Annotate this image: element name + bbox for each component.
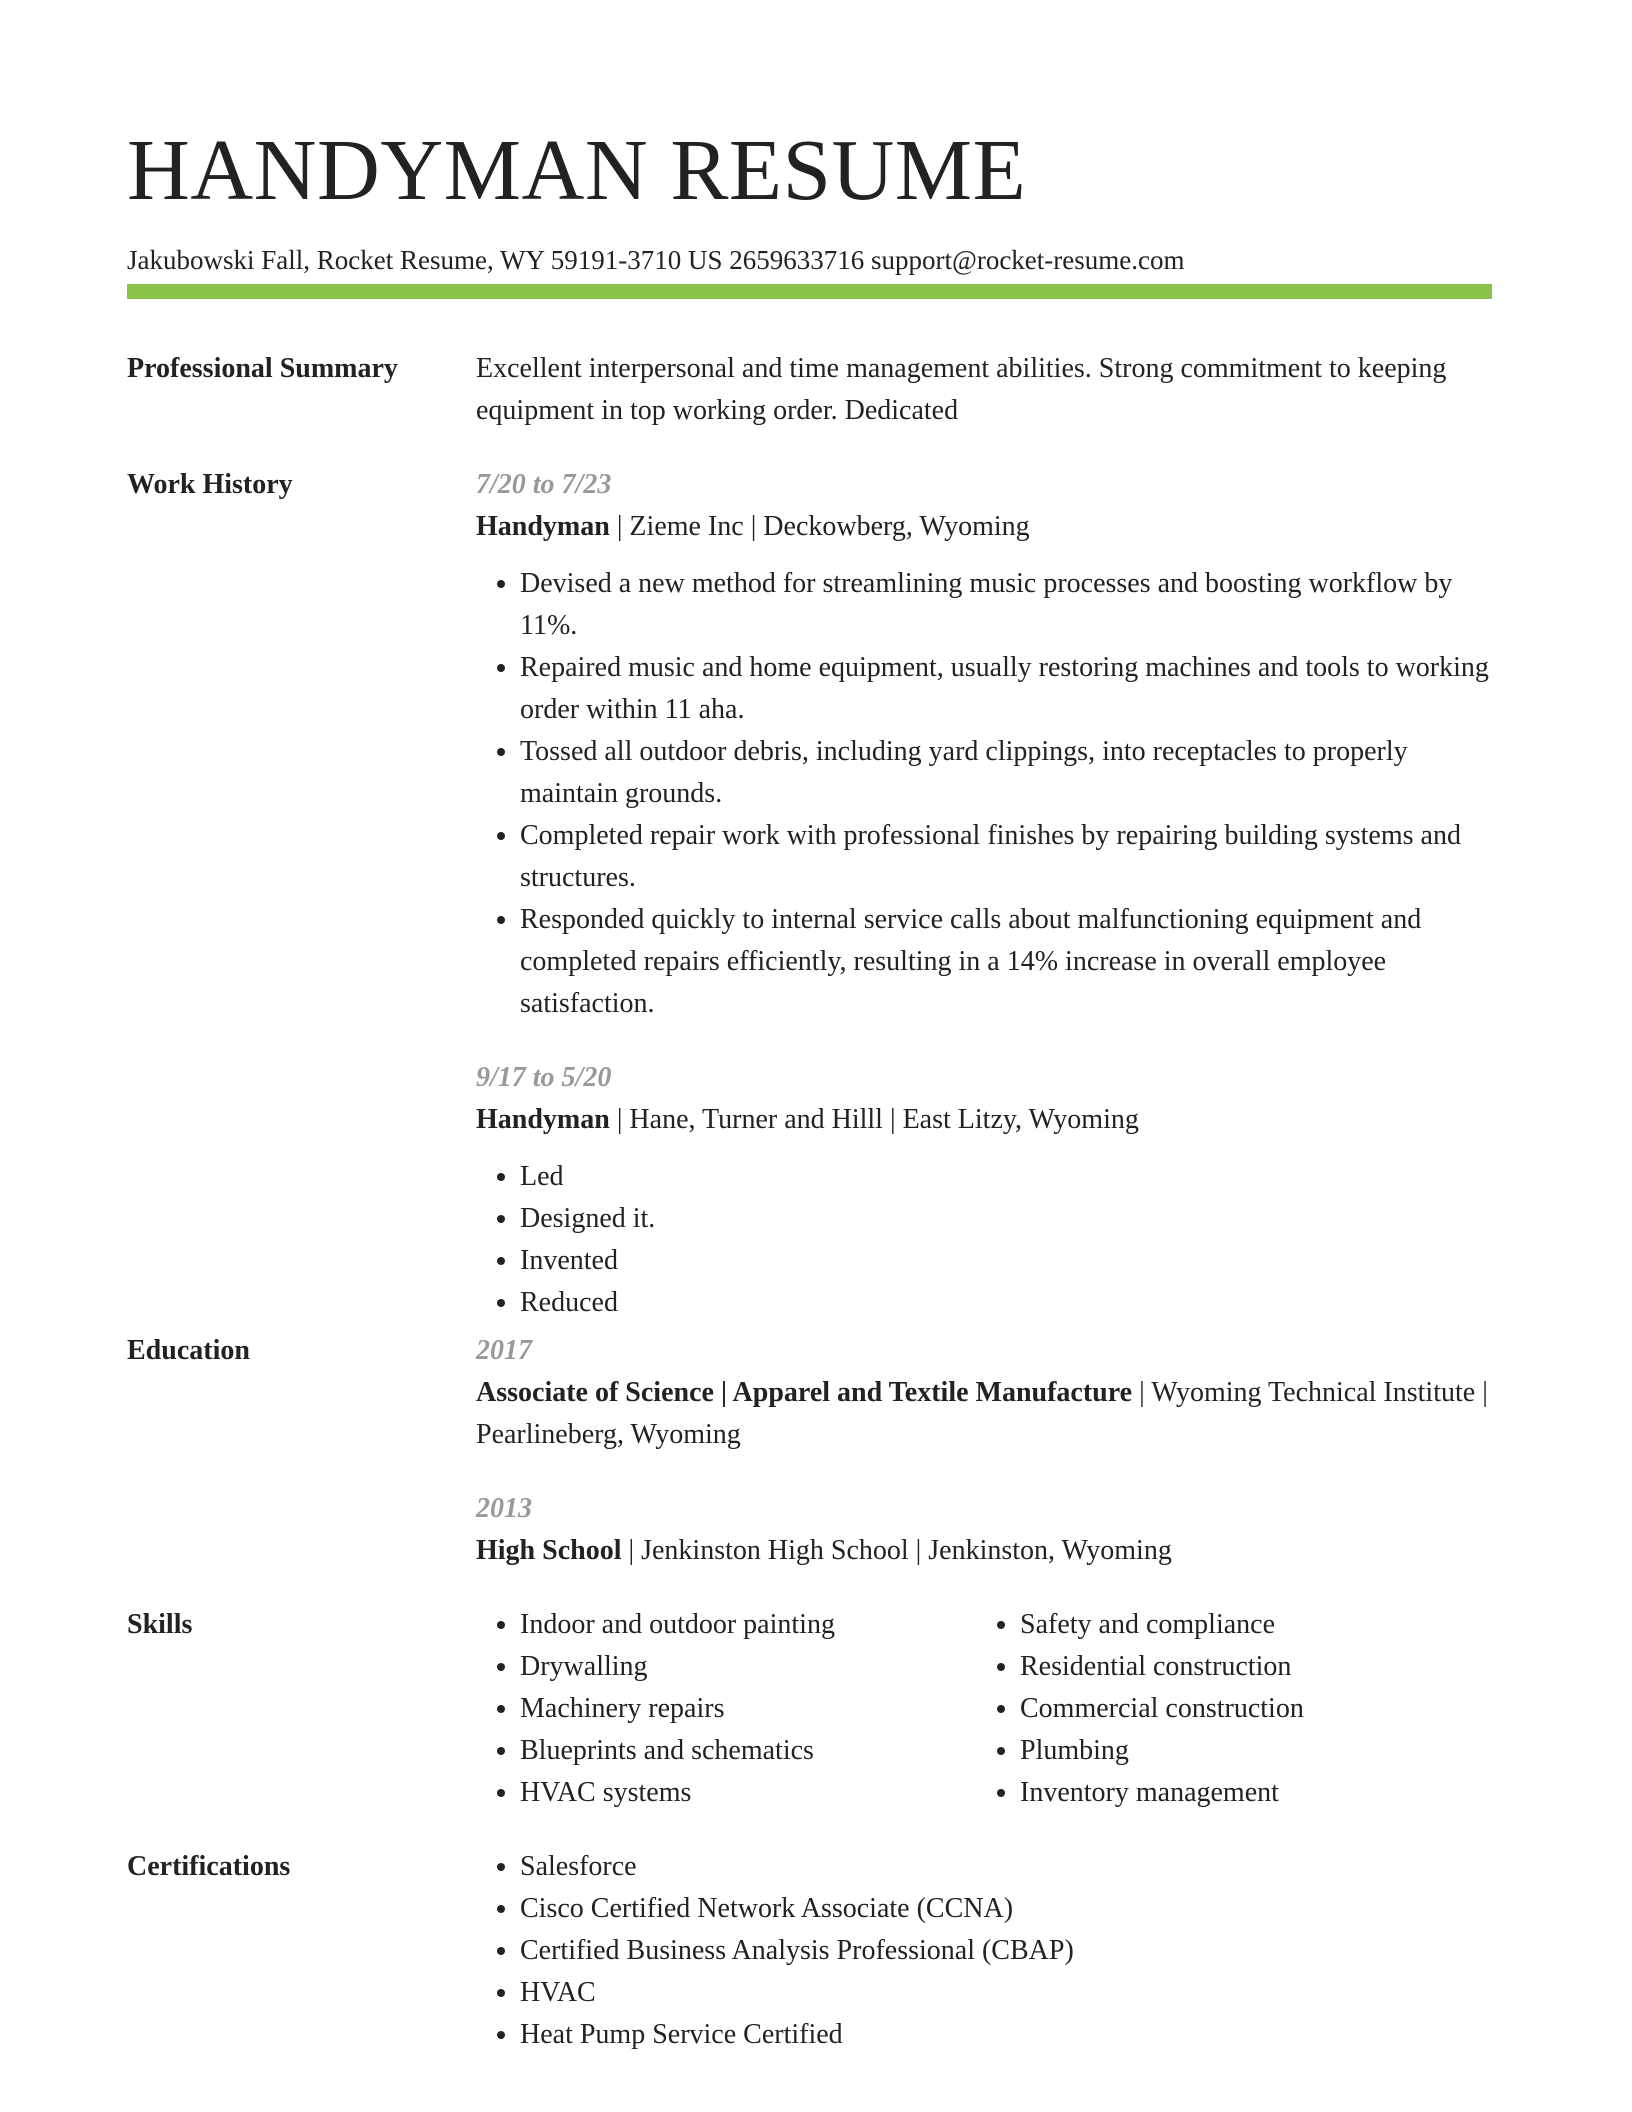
list-item: • Certified Business Analysis Professional (CBAP) bbox=[520, 1930, 1492, 1972]
job-dates: 7/20 to 7/23 bbox=[476, 469, 612, 500]
job-bullets bbox=[476, 1156, 1492, 1324]
list-item: • Repaired music and home equipment, usually restoring machines and tools to working order within 11 aha. bbox=[520, 647, 1492, 731]
list-item: • Reduced bbox=[520, 1282, 1492, 1324]
section-professional-summary bbox=[127, 348, 1492, 432]
list-item: • Salesforce bbox=[520, 1846, 1492, 1888]
list-item: • Safety and compliance bbox=[1020, 1604, 1476, 1646]
list-item: • Plumbing bbox=[1020, 1730, 1476, 1772]
header-divider bbox=[127, 284, 1492, 299]
section-label: Professional Summary bbox=[127, 353, 398, 384]
contact-line: Jakubowski Fall, Rocket Resume, WY 59191-3710 US 2659633716 support@rocket-resume.com bbox=[127, 245, 1185, 275]
list-item: • Completed repair work with professional finishes by repairing building systems and structures. bbox=[520, 815, 1492, 899]
education-entry bbox=[476, 1488, 1492, 1572]
list-item: • Inventory management bbox=[1020, 1772, 1476, 1814]
job-title: Handyman bbox=[476, 1104, 610, 1135]
job-title: Handyman bbox=[476, 511, 610, 542]
section-education bbox=[127, 1330, 1492, 1572]
list-item: • HVAC bbox=[520, 1972, 1492, 2014]
education-year: 2017 bbox=[476, 1335, 532, 1366]
section-skills bbox=[127, 1604, 1492, 1814]
section-label: Skills bbox=[127, 1609, 193, 1640]
degree-title: Associate of Science | Apparel and Textile Manufacture bbox=[476, 1377, 1133, 1408]
job-bullets bbox=[476, 563, 1492, 1025]
degree-title: High School bbox=[476, 1535, 622, 1566]
resume-title: HANDYMAN RESUME bbox=[127, 121, 1027, 218]
list-item: • Machinery repairs bbox=[520, 1688, 976, 1730]
list-item: • Designed it. bbox=[520, 1198, 1492, 1240]
job-entry bbox=[476, 1057, 1492, 1324]
list-item: • Invented bbox=[520, 1240, 1492, 1282]
summary-text: Excellent interpersonal and time management abilities. Strong commitment to keeping equipment in top working order. Dedicated bbox=[476, 353, 1447, 426]
education-heading bbox=[476, 1530, 1492, 1572]
job-details: | Zieme Inc | Deckowberg, Wyoming bbox=[609, 511, 1030, 542]
list-item: • Residential construction bbox=[1020, 1646, 1476, 1688]
job-heading bbox=[476, 1099, 1492, 1141]
work-entries bbox=[476, 464, 1492, 1324]
job-entry bbox=[476, 464, 1492, 1025]
skills-list bbox=[476, 1604, 976, 1814]
skills-column-right bbox=[976, 1604, 1476, 1814]
education-entries bbox=[476, 1330, 1492, 1572]
list-item: • Cisco Certified Network Associate (CCNA) bbox=[520, 1888, 1492, 1930]
section-label: Education bbox=[127, 1335, 250, 1366]
education-year: 2013 bbox=[476, 1493, 532, 1524]
list-item: • Commercial construction bbox=[1020, 1688, 1476, 1730]
list-item: • Led bbox=[520, 1156, 1492, 1198]
education-details: | Jenkinston High School | Jenkinston, Wyoming bbox=[621, 1535, 1172, 1566]
list-item: • Responded quickly to internal service calls about malfunctioning equipment and completed repairs efficiently, resulting in a 14% increase in overall employee satisfaction. bbox=[520, 899, 1492, 1025]
list-item: • HVAC systems bbox=[520, 1772, 976, 1814]
resume-body bbox=[127, 348, 1492, 2056]
list-item: • Heat Pump Service Certified bbox=[520, 2014, 1492, 2056]
section-label: Work History bbox=[127, 469, 293, 500]
certifications-list bbox=[476, 1846, 1492, 2056]
list-item: • Indoor and outdoor painting bbox=[520, 1604, 976, 1646]
list-item: • Drywalling bbox=[520, 1646, 976, 1688]
certifications-content bbox=[476, 1846, 1492, 2056]
resume-header bbox=[127, 118, 1492, 278]
skills-grid bbox=[476, 1604, 1492, 1814]
education-details: | Wyoming Technical Institute | Pearlineberg, Wyoming bbox=[476, 1377, 1488, 1450]
list-item: • Devised a new method for streamlining music processes and boosting workflow by 11%. bbox=[520, 563, 1492, 647]
job-dates: 9/17 to 5/20 bbox=[476, 1062, 612, 1093]
education-heading bbox=[476, 1372, 1492, 1456]
list-item: • Tossed all outdoor debris, including yard clippings, into receptacles to properly maintain grounds. bbox=[520, 731, 1492, 815]
list-item: • Blueprints and schematics bbox=[520, 1730, 976, 1772]
job-details: | Hane, Turner and Hilll | East Litzy, Wyoming bbox=[609, 1104, 1139, 1135]
section-certifications bbox=[127, 1846, 1492, 2056]
education-entry bbox=[476, 1330, 1492, 1456]
section-work-history bbox=[127, 464, 1492, 1324]
skills-column-left bbox=[476, 1604, 976, 1814]
job-heading bbox=[476, 506, 1492, 548]
skills-list bbox=[976, 1604, 1476, 1814]
section-label: Certifications bbox=[127, 1851, 291, 1882]
